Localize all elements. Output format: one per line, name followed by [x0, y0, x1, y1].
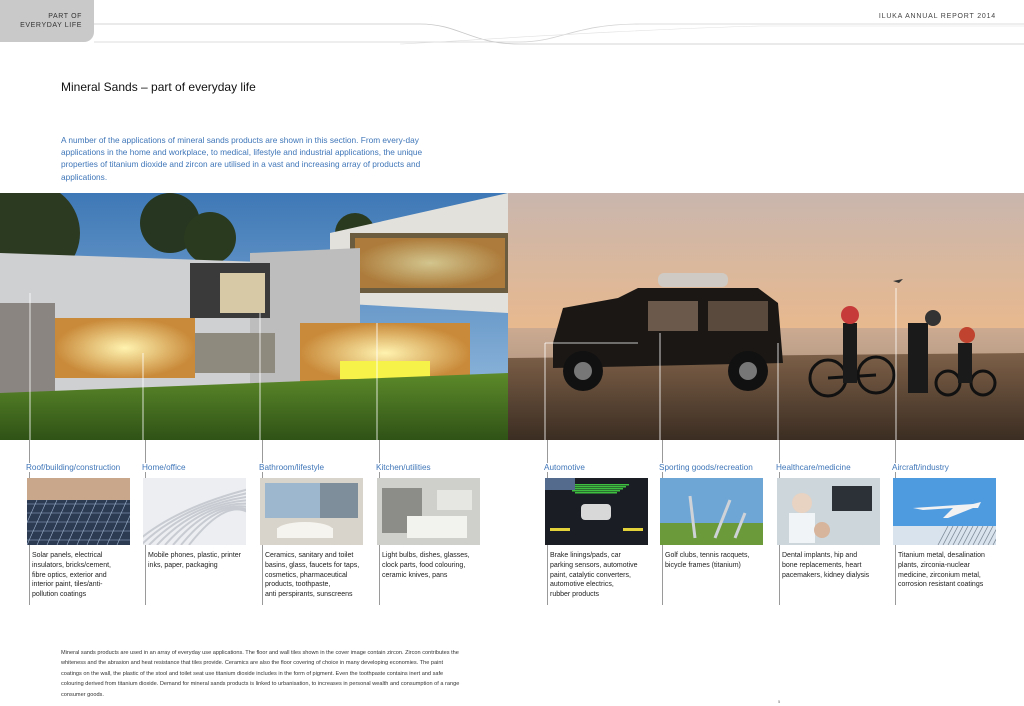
category-label-aircraft-industry: Aircraft/industry — [892, 463, 949, 472]
section-label-line1: PART OF — [48, 13, 82, 20]
bathroom-photo — [260, 478, 363, 545]
kitchen-photo — [377, 478, 480, 545]
paper-stack-photo — [143, 478, 246, 545]
category-description-healthcare-medicine: Dental implants, hip and bone replacements, heart pacemakers, kidney dialysis — [782, 552, 870, 579]
category-label-roof-building-construction: Roof/building/construction — [26, 463, 121, 472]
parking-sensor-graphic — [545, 478, 648, 545]
category-description-automotive: Brake linings/pads, car parking sensors, automotive paint, catalytic converters, automotive electrics, rubber products — [550, 552, 638, 599]
intro-paragraph: A number of the applications of mineral sands products are shown in this section. From every-day applications in the home and workplace, to medical, lifestyle and industrial applications, the unique properties of titanium dioxide and zircon are utilised in a vast and increasing array of products and applications. — [61, 135, 423, 182]
house-photo — [0, 193, 508, 440]
section-tab — [0, 0, 94, 42]
category-description-sporting-goods-recreation: Golf clubs, tennis racquets, bicycle frames (titanium) — [665, 552, 750, 569]
section-label-line2: EVERYDAY LIFE — [20, 22, 82, 29]
category-label-home-office: Home/office — [142, 463, 186, 472]
category-description-kitchen-utilities: Light bulbs, dishes, glasses, clock parts, food colouring, ceramic knives, pans — [382, 552, 470, 579]
car-beach-photo — [508, 193, 1024, 440]
dentist-photo — [777, 478, 880, 545]
category-description-aircraft-industry: Titanium metal, desalination plants, zirconia-nuclear medicine, zirconium metal, corrosion resistant coatings — [898, 552, 985, 589]
report-title: ILUKA ANNUAL REPORT 2014 — [878, 13, 996, 20]
golf-clubs-photo — [660, 478, 763, 545]
category-label-sporting-goods-recreation: Sporting goods/recreation — [659, 463, 753, 472]
solar-panels-photo — [27, 478, 130, 545]
category-label-bathroom-lifestyle: Bathroom/lifestyle — [259, 463, 325, 472]
footer-paragraph: Mineral sands products are used in an array of everyday use applications. The floor and wall tiles shown in the cover image contain zircon. Zircon contributes the whiteness and the abrasion and heat resistance that tiles provide. Ceramics are also the floor covering of choice in many developing economies. The paint coatings on the wall, the plastic of the stool and toilet seat use titanium dioxide includes in the form of pigment. Even the toothpaste contains inert and safe colouring derived from titanium dioxide. Demand for mineral sands products is linked to urbanisation, to increases in personal wealth and consumption of a range consumer goods. — [61, 650, 460, 698]
header-decorative-lines — [0, 0, 1024, 50]
category-description-home-office: Mobile phones, plastic, printer inks, paper, packaging — [148, 552, 241, 569]
category-label-kitchen-utilities: Kitchen/utilities — [376, 463, 431, 472]
category-label-automotive: Automotive — [544, 463, 585, 472]
page-number: 5 — [778, 699, 781, 704]
category-label-healthcare-medicine: Healthcare/medicine — [776, 463, 851, 472]
airplane-photo — [893, 478, 996, 545]
category-description-bathroom-lifestyle: Ceramics, sanitary and toilet basins, glass, faucets for taps, cosmetics, pharmaceutical products, toothpaste, anti perspirants, sunscreens — [265, 552, 360, 599]
category-description-roof-building-construction: Solar panels, electrical insulators, bricks/cement, fibre optics, exterior and interior paint, tiles/anti- pollution coatings — [32, 552, 111, 599]
page-title: Mineral Sands – part of everyday life — [61, 80, 256, 94]
